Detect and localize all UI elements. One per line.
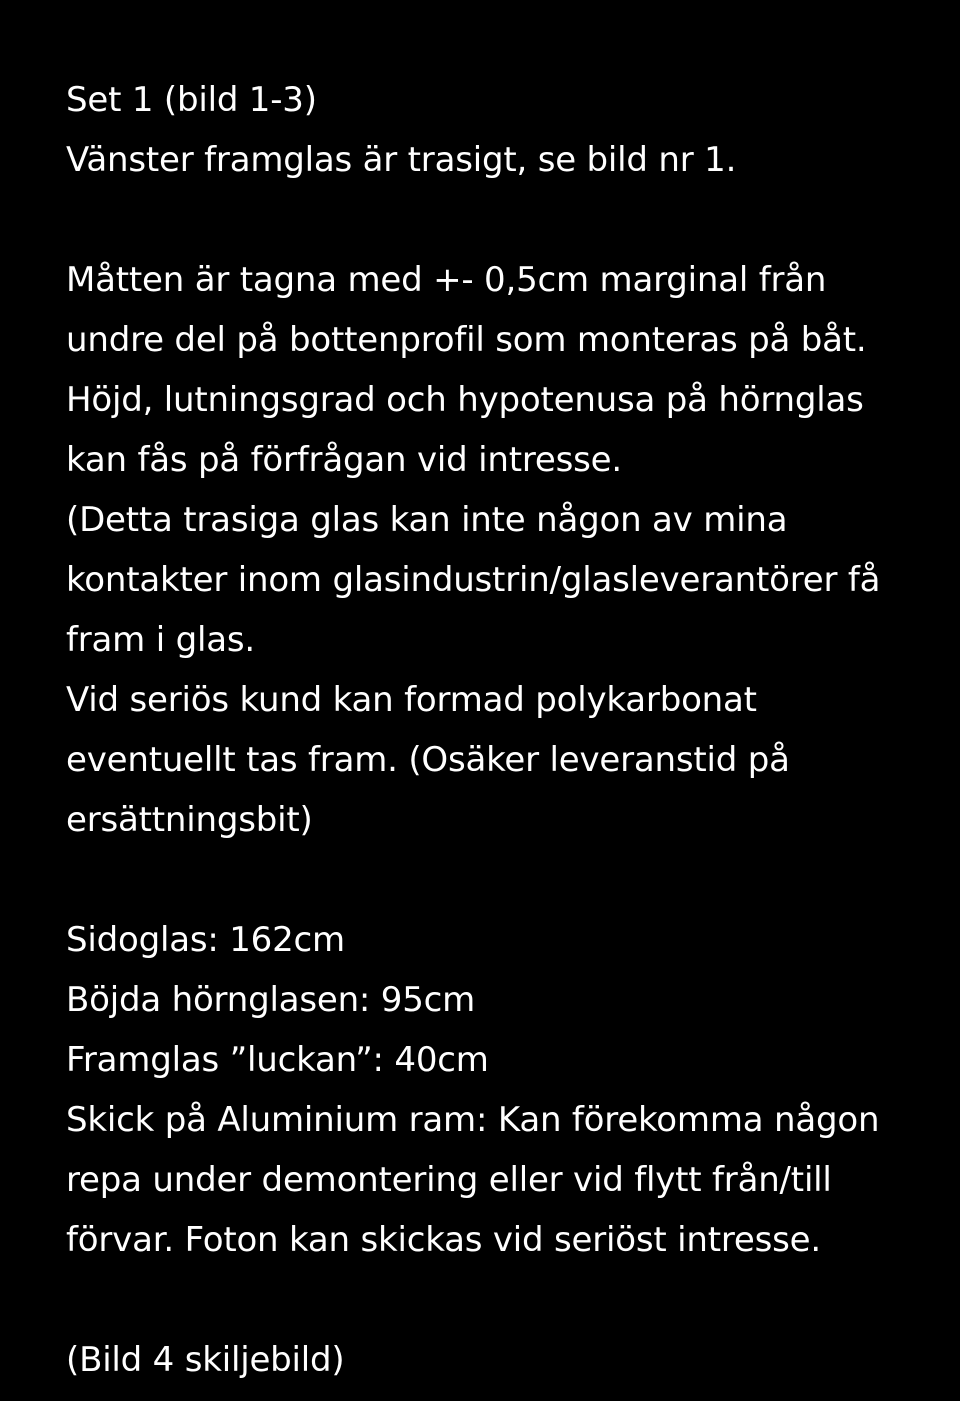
spec-line-corner-glass: Böjda hörnglasen: 95cm [66, 980, 476, 1020]
measure-line: undre del på bottenprofil som monteras på båt. [66, 320, 867, 360]
paragraph-spacer [66, 850, 946, 910]
spec-line-frame-condition: Skick på Aluminium ram: Kan förekomma någon [66, 1100, 880, 1140]
measure-line: kan fås på förfrågan vid intresse. [66, 440, 622, 480]
spec-line-frame-condition: förvar. Foton kan skickas vid seriöst intresse. [66, 1220, 821, 1260]
note-text-body [66, 70, 946, 1390]
spec-line-front-glass: Framglas ”luckan”: 40cm [66, 1040, 489, 1080]
measure-line: kontakter inom glasindustrin/glasleverantörer få [66, 560, 881, 600]
measure-line: eventuellt tas fram. (Osäker leveranstid på [66, 740, 790, 780]
footer-note: (Bild 4 skiljebild) [66, 1340, 345, 1380]
measure-line: Måtten är tagna med +- 0,5cm marginal från [66, 260, 827, 300]
measure-line: Höjd, lutningsgrad och hypotenusa på hörnglas [66, 380, 864, 420]
measure-line: Vid seriös kund kan formad polykarbonat [66, 680, 757, 720]
measure-line: ersättningsbit) [66, 800, 313, 840]
paragraph-spacer [66, 1270, 946, 1330]
spec-line-side-glass: Sidoglas: 162cm [66, 920, 345, 960]
set-heading: Set 1 (bild 1-3) [66, 80, 317, 120]
measure-line: fram i glas. [66, 620, 255, 660]
spec-line-frame-condition: repa under demontering eller vid flytt från/till [66, 1160, 832, 1200]
broken-glass-line: Vänster framglas är trasigt, se bild nr 1. [66, 140, 737, 180]
measure-line: (Detta trasiga glas kan inte någon av mina [66, 500, 788, 540]
paragraph-spacer [66, 190, 946, 250]
